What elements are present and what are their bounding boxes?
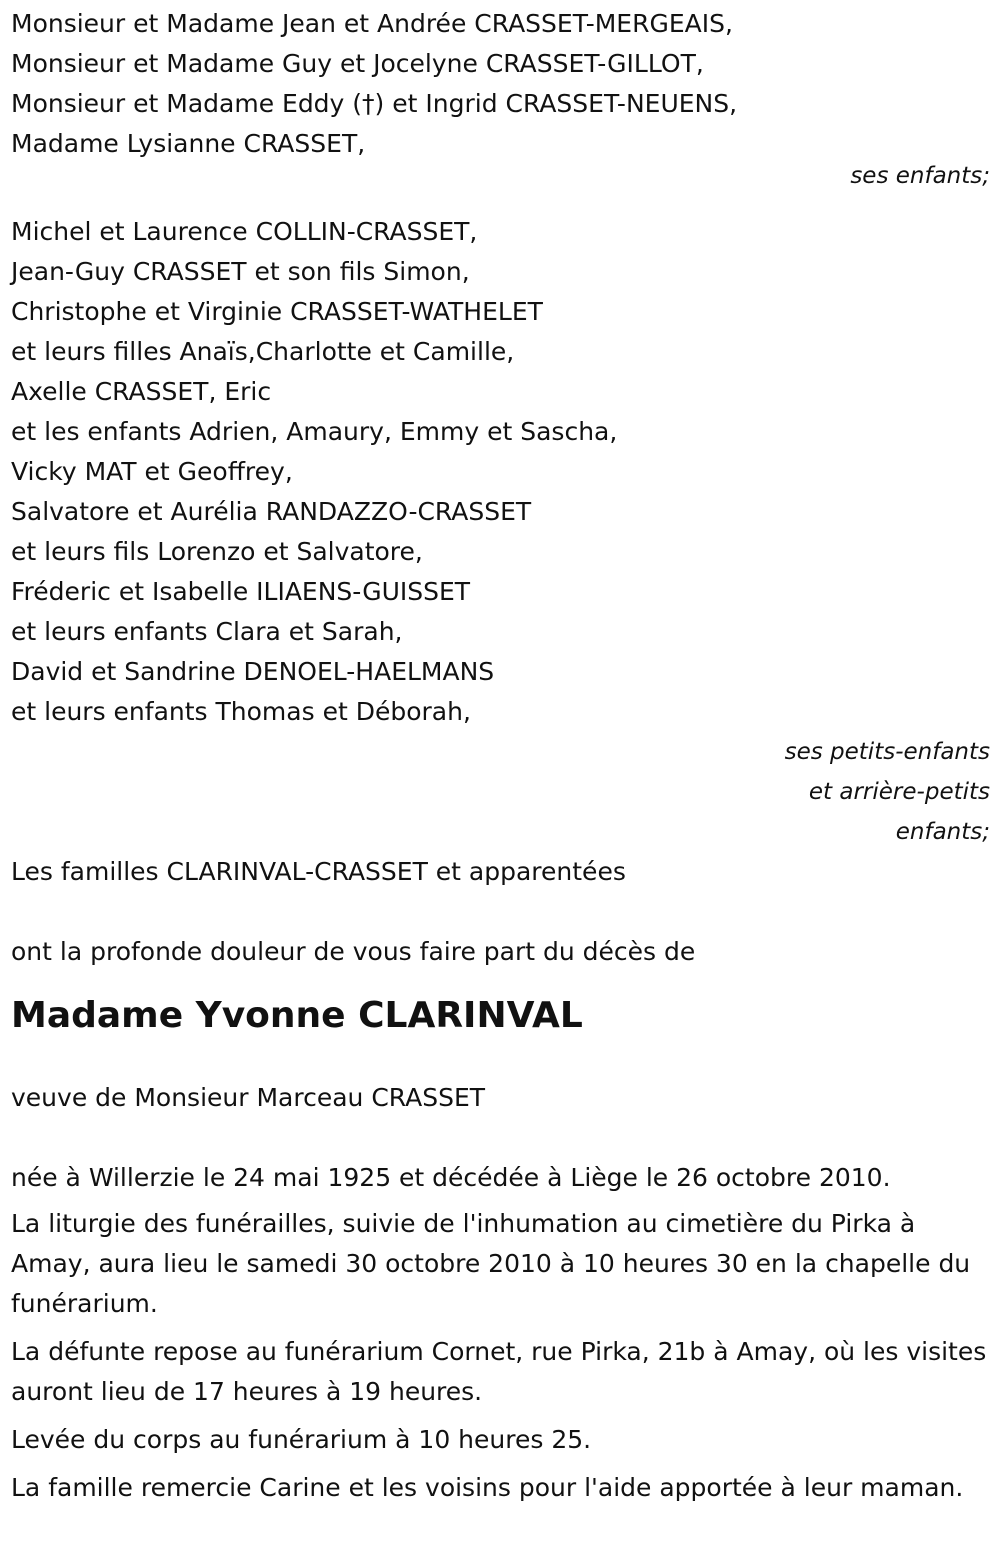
- thanks-paragraph: La famille remercie Carine et les voisins pour l'aide apportée à leur maman.: [11, 1473, 964, 1502]
- grandchild-line: Michel et Laurence COLLIN-CRASSET,: [11, 217, 478, 246]
- grandchild-line: Fréderic et Isabelle ILIAENS-GUISSET: [11, 577, 471, 606]
- grandchildren-role-line: et arrière-petits: [808, 779, 990, 805]
- deceased-name: Madame Yvonne CLARINVAL: [11, 995, 583, 1036]
- grandchild-line: Axelle CRASSET, Eric: [11, 377, 272, 406]
- announcement-line: ont la profonde douleur de vous faire part du décès de: [11, 937, 696, 966]
- child-line: Monsieur et Madame Jean et Andrée CRASSET-MERGEAIS,: [11, 9, 733, 38]
- grandchild-line: et leurs enfants Thomas et Déborah,: [11, 697, 471, 726]
- children-role: ses enfants;: [850, 163, 990, 189]
- grandchildren-role-line: enfants;: [895, 819, 990, 845]
- spacer: [11, 892, 990, 932]
- spacer: [11, 1118, 990, 1158]
- grandchild-line: et leurs filles Anaïs,Charlotte et Camille,: [11, 337, 515, 366]
- child-line: Monsieur et Madame Eddy (†) et Ingrid CRASSET-NEUENS,: [11, 89, 738, 118]
- grandchild-line: Salvatore et Aurélia RANDAZZO-CRASSET: [11, 497, 532, 526]
- child-line: Monsieur et Madame Guy et Jocelyne CRASSET-GILLOT,: [11, 49, 704, 78]
- grandchild-line: et leurs enfants Clara et Sarah,: [11, 617, 403, 646]
- grandchild-line: et les enfants Adrien, Amaury, Emmy et Sascha,: [11, 417, 618, 446]
- child-line: Madame Lysianne CRASSET,: [11, 129, 366, 158]
- grandchildren-role: [11, 732, 990, 852]
- grandchild-line: et leurs fils Lorenzo et Salvatore,: [11, 537, 423, 566]
- birth-death-line: née à Willerzie le 24 mai 1925 et décédée à Liège le 26 octobre 2010.: [11, 1163, 891, 1192]
- widow-of-line: veuve de Monsieur Marceau CRASSET: [11, 1083, 486, 1112]
- grandchildren-list: [11, 212, 990, 732]
- grandchild-line: David et Sandrine DENOEL-HAELMANS: [11, 657, 495, 686]
- grandchild-line: Vicky MAT et Geoffrey,: [11, 457, 293, 486]
- grandchild-line: Christophe et Virginie CRASSET-WATHELET: [11, 297, 543, 326]
- spacer: [11, 1038, 990, 1078]
- departure-paragraph: Levée du corps au funérarium à 10 heures 25.: [11, 1425, 592, 1454]
- grandchild-line: Jean-Guy CRASSET et son fils Simon,: [11, 257, 470, 286]
- grandchildren-role-line: ses petits-enfants: [784, 739, 990, 765]
- families-line: Les familles CLARINVAL-CRASSET et apparentées: [11, 857, 626, 886]
- children-list: [11, 4, 990, 164]
- rest-paragraph: La défunte repose au funérarium Cornet, rue Pirka, 21b à Amay, où les visites auront lieu de 17 heures à 19 heures.: [11, 1337, 987, 1406]
- funeral-paragraph: La liturgie des funérailles, suivie de l'inhumation au cimetière du Pirka à Amay, aura lieu le samedi 30 octobre 2010 à 10 heures 30 en la chapelle du funérarium.: [11, 1209, 971, 1318]
